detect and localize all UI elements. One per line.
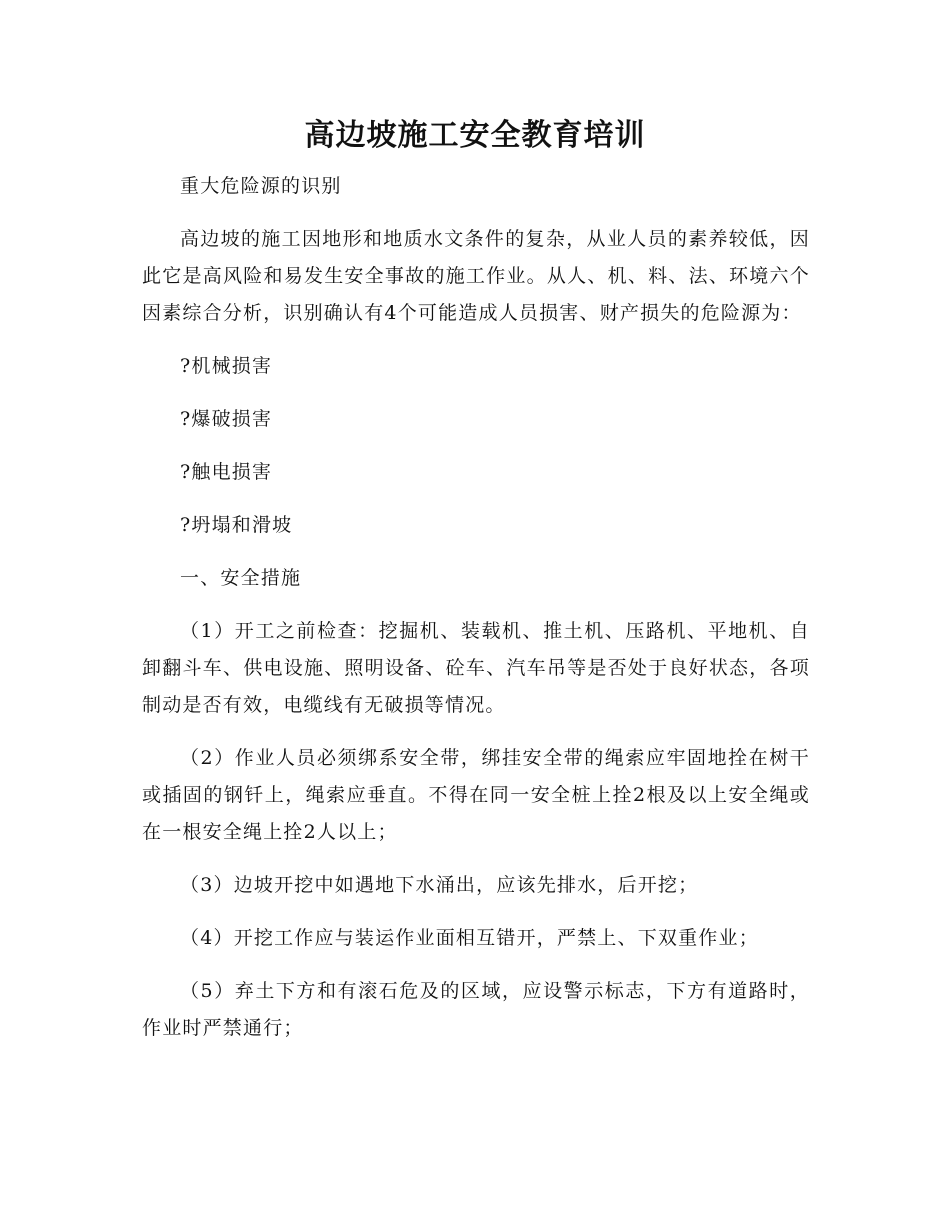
paragraph-hazard-intro: 高边坡的施工因地形和地质水文条件的复杂，从业人员的素养较低，因此它是高风险和易发生安全事故的施工作业。从人、机、料、法、环境六个因素综合分析，识别确认有4个可能造成人员损害、财产损失的危险源为： xyxy=(142,228,810,324)
measure-item-5: （5）弃土下方和有滚石危及的区域，应设警示标志，下方有道路时，作业时严禁通行； xyxy=(142,980,810,1039)
hazard-item-electric: ?触电损害 xyxy=(180,461,273,483)
measure-item-2: （2）作业人员必须绑系安全带，绑挂安全带的绳索应牢固地拴在树干或插固的钢钎上，绳索应垂直。不得在同一安全桩上拴2根及以上安全绳或在一根安全绳上拴2人以上； xyxy=(142,747,810,843)
measure-item-1: （1）开工之前检查：挖掘机、装载机、推土机、压路机、平地机、自卸翻斗车、供电设施、照明设备、砼车、汽车吊等是否处于良好状态，各项制动是否有效，电缆线有无破损等情况。 xyxy=(142,620,810,716)
hazard-item-blasting: ?爆破损害 xyxy=(180,408,273,430)
section-heading-safety-measures: 一、安全措施 xyxy=(180,567,302,589)
measure-item-3: （3）边坡开挖中如遇地下水涌出，应该先排水，后开挖； xyxy=(180,874,699,896)
hazard-item-mechanical: ?机械损害 xyxy=(180,355,273,377)
section-heading-hazard-identification: 重大危险源的识别 xyxy=(180,175,342,197)
measure-item-4: （4）开挖工作应与装运作业面相互错开，严禁上、下双重作业； xyxy=(180,927,759,949)
hazard-item-collapse: ?坍塌和滑坡 xyxy=(180,514,293,536)
document-title: 高边坡施工安全教育培训 xyxy=(304,118,646,153)
document-body xyxy=(142,168,810,1063)
